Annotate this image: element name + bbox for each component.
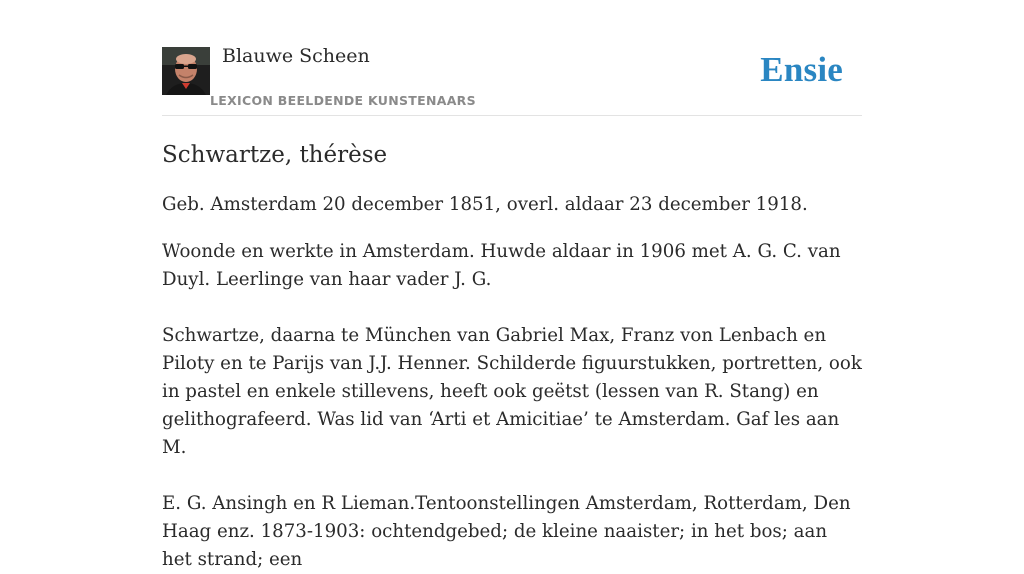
entry-paragraph-2: Woonde en werkte in Amsterdam. Huwde aldaar in 1906 met A. G. C. van Duyl. Leerlinge van haar vader J. G. xyxy=(162,241,841,290)
author-name[interactable]: Blauwe Scheen xyxy=(222,45,370,67)
avatar-photo-icon xyxy=(162,47,210,95)
entry-card xyxy=(162,0,862,574)
brand-logo[interactable]: Ensie xyxy=(760,50,843,89)
entry-paragraph-1: Geb. Amsterdam 20 december 1851, overl. aldaar 23 december 1918. xyxy=(162,194,808,215)
entry-header xyxy=(162,0,862,116)
entry-title: Schwartze, thérèse xyxy=(162,142,388,168)
author-avatar[interactable] xyxy=(162,47,210,95)
entry-paragraph-3: Schwartze, daarna te München van Gabriel Max, Franz von Lenbach en Piloty en te Parijs van J.J. Henner. Schilderde figuurstukken, portretten, ook in pastel en enkele stillevens, heeft ook geëtst (lessen van R. Stang) en gelithografeerd. Was lid van ‘Arti et Amicitiae’ te Amsterdam. Gaf les aan M. xyxy=(162,325,862,458)
category-label[interactable]: LEXICON BEELDENDE KUNSTENAARS xyxy=(210,93,476,108)
entry-paragraph-4: E. G. Ansingh en R Lieman.Tentoonstellingen Amsterdam, Rotterdam, Den Haag enz. 1873-1903: ochtendgebed; de kleine naaister; in het bos; aan het strand; een xyxy=(162,493,851,570)
